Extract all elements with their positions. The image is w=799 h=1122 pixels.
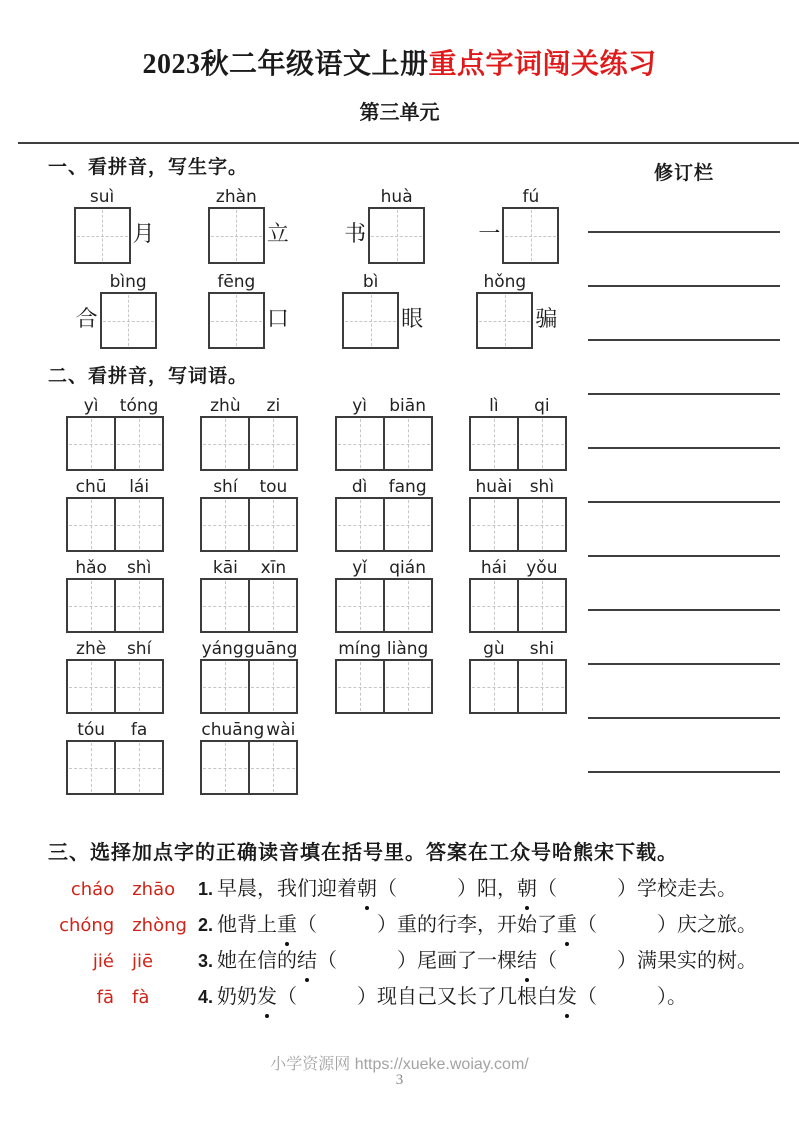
word-box: [200, 416, 298, 471]
adjacent-char: 立: [266, 221, 289, 246]
pinyin-label: chuāng: [201, 720, 265, 740]
tian-zi-ge-box: [74, 207, 131, 264]
pinyin-label: fú: [522, 187, 540, 207]
unit-subtitle: 第三单元: [359, 102, 440, 124]
pinyin-label: biān: [389, 396, 426, 416]
revision-lines: [588, 179, 780, 773]
revision-line: [588, 287, 780, 341]
word-box: [469, 416, 567, 471]
section2-row: [48, 558, 585, 633]
page-number: 3: [395, 1072, 404, 1088]
pinyin-pair: [470, 396, 566, 416]
sentence-segment: 奶奶: [217, 986, 258, 1008]
hanzi-write-group: [48, 272, 182, 349]
pinyin-label: míng: [338, 639, 382, 659]
pinyin-box-core: [502, 187, 559, 264]
hanzi-cell: [517, 580, 565, 631]
question-row: [48, 875, 783, 904]
pinyin-pair: [336, 558, 432, 578]
section3: [48, 836, 783, 1019]
hanzi-cell: [248, 418, 296, 469]
question-row: [48, 911, 783, 940]
tian-zi-ge-box: [476, 292, 533, 349]
option-pinyin: zhòng: [132, 915, 187, 936]
option-pinyin: fā: [96, 987, 114, 1008]
hanzi-cell: [114, 742, 162, 793]
word-box: [66, 740, 164, 795]
hanzi-cell: [248, 661, 296, 712]
pinyin-label: lái: [129, 477, 150, 497]
word-box: [335, 497, 433, 552]
hanzi-cell: [202, 661, 248, 712]
pinyin-pair: [67, 477, 163, 497]
pinyin-label: lì: [489, 396, 499, 416]
dotted-char: 朝: [357, 875, 377, 904]
footer-site-text: 小学资源网 https://xueke.woiay.com/: [270, 1056, 529, 1073]
pinyin-label: yì: [83, 396, 99, 416]
tian-zi-ge-box: [502, 207, 559, 264]
dotted-char: 朝: [517, 875, 537, 904]
option-pinyin: jiē: [132, 951, 154, 972]
hanzi-cell: [517, 418, 565, 469]
pinyin-pair: [67, 558, 163, 578]
adjacent-char: 眼: [401, 306, 424, 331]
pinyin-pair: [201, 396, 297, 416]
dotted-char: 发: [257, 983, 277, 1012]
sentence-segment: 他背上: [217, 914, 278, 936]
main-content: [48, 152, 585, 801]
sentence-segment: （ ）阳，: [377, 878, 518, 900]
option-pinyin: cháo: [70, 879, 115, 900]
word-write-group: [317, 396, 451, 471]
pinyin-label: zhàn: [215, 187, 257, 207]
pinyin-box-core: [208, 272, 265, 349]
hanzi-cell: [337, 580, 383, 631]
hanzi-cell: [383, 418, 431, 469]
pinyin-pair: [67, 639, 163, 659]
pronunciation-options: [48, 875, 198, 904]
word-box: [200, 578, 298, 633]
dotted-char: 结: [517, 947, 537, 976]
hanzi-write-group: [317, 187, 451, 264]
sentence-segment: （ ）现自己又长了几根白: [277, 986, 558, 1008]
sentence-segment: （ ）重的行李，开始了: [297, 914, 558, 936]
pinyin-label: shí: [126, 639, 152, 659]
pinyin-label: shì: [529, 477, 555, 497]
page-title-black: 2023秋二年级语文上册: [142, 49, 429, 80]
pinyin-label: chū: [75, 477, 107, 497]
hanzi-write-group: [451, 272, 585, 349]
pinyin-pair: [470, 558, 566, 578]
pinyin-label: bìng: [109, 272, 147, 292]
hanzi-cell: [68, 742, 114, 793]
pinyin-label: zhè: [76, 639, 107, 659]
pinyin-label: tóu: [77, 720, 106, 740]
word-write-group: [48, 396, 182, 471]
section3-heading: 三、选择加点字的正确读音填在括号里。答案在工众号哈熊宋下载。: [48, 842, 678, 864]
hanzi-cell: [471, 661, 517, 712]
sentence-segment: 她在信的: [217, 950, 298, 972]
pinyin-label: hǎo: [75, 558, 107, 578]
question-number: 4.: [198, 987, 214, 1007]
word-write-group: [182, 477, 316, 552]
question-row: [48, 983, 783, 1012]
pinyin-label: fēng: [217, 272, 256, 292]
question-number: 2.: [198, 915, 214, 935]
word-write-group: [451, 477, 585, 552]
hanzi-cell: [114, 580, 162, 631]
word-write-group: [182, 558, 316, 633]
pinyin-box-core: [342, 272, 399, 349]
option-pinyin: fà: [132, 987, 150, 1008]
hanzi-cell: [114, 661, 162, 712]
revision-line: [588, 611, 780, 665]
word-write-group: [48, 639, 182, 714]
section3-items: [48, 875, 783, 1012]
pinyin-label: zhù: [210, 396, 241, 416]
dotted-char: 发: [557, 983, 577, 1012]
hanzi-cell: [471, 580, 517, 631]
word-write-group: [317, 639, 451, 714]
hanzi-cell: [68, 580, 114, 631]
pinyin-pair: [201, 720, 297, 740]
hanzi-cell: [383, 580, 431, 631]
option-pinyin: zhāo: [132, 879, 176, 900]
sentence-segment: （ ）学校走去。: [537, 878, 738, 900]
pinyin-label: huà: [380, 187, 413, 207]
pinyin-label: hái: [480, 558, 507, 578]
pinyin-box-core: [208, 187, 265, 264]
word-write-group: [48, 720, 182, 795]
revision-line: [588, 341, 780, 395]
hanzi-cell: [517, 499, 565, 550]
word-box: [66, 578, 164, 633]
word-write-group: [451, 396, 585, 471]
hanzi-cell: [337, 418, 383, 469]
pinyin-label: gù: [483, 639, 505, 659]
pinyin-label: guāng: [243, 639, 298, 659]
header-divider: [18, 142, 799, 144]
question-row: [48, 947, 783, 976]
pinyin-label: yáng: [201, 639, 244, 659]
pinyin-pair: [470, 477, 566, 497]
sentence-segment: 早晨，我们迎着: [217, 878, 358, 900]
pinyin-label: suì: [89, 187, 115, 207]
pinyin-pair: [201, 639, 297, 659]
adjacent-char: 月: [132, 221, 155, 246]
sentence-segment: （ ）尾画了一棵: [317, 950, 518, 972]
question-sentence: [198, 983, 687, 1012]
pinyin-label: qi: [534, 396, 550, 416]
pinyin-box-core: [368, 187, 425, 264]
pinyin-pair: [336, 396, 432, 416]
dotted-char: 重: [557, 911, 577, 940]
section2-row: [48, 396, 585, 471]
hanzi-cell: [517, 661, 565, 712]
section1-grid: [48, 187, 585, 349]
pinyin-label: wài: [266, 720, 296, 740]
revision-line: [588, 233, 780, 287]
word-write-group: [317, 477, 451, 552]
pinyin-pair: [336, 639, 432, 659]
pinyin-label: tóng: [119, 396, 159, 416]
tian-zi-ge-box: [342, 292, 399, 349]
sentence-segment: （ ）庆之旅。: [577, 914, 758, 936]
word-write-group: [48, 477, 182, 552]
pinyin-label: bì: [362, 272, 379, 292]
hanzi-cell: [68, 499, 114, 550]
adjacent-char: 骗: [535, 306, 558, 331]
pinyin-label: xīn: [260, 558, 287, 578]
word-box: [66, 659, 164, 714]
pronunciation-options: [48, 911, 198, 940]
hanzi-cell: [248, 499, 296, 550]
section2-row: [48, 477, 585, 552]
word-box: [66, 416, 164, 471]
hanzi-cell: [337, 661, 383, 712]
revision-line: [588, 449, 780, 503]
hanzi-write-group: [48, 187, 182, 264]
word-write-group: [182, 639, 316, 714]
question-number: 3.: [198, 951, 214, 971]
tian-zi-ge-box: [368, 207, 425, 264]
pinyin-label: yì: [352, 396, 368, 416]
word-box: [469, 578, 567, 633]
revision-line: [588, 665, 780, 719]
dotted-char: 结: [297, 947, 317, 976]
word-box: [335, 578, 433, 633]
hanzi-write-group: [451, 187, 585, 264]
word-box: [335, 416, 433, 471]
revision-line: [588, 557, 780, 611]
adjacent-char: 口: [266, 306, 289, 331]
hanzi-cell: [383, 661, 431, 712]
hanzi-cell: [202, 742, 248, 793]
sentence-segment: （ ）满果实的树。: [537, 950, 758, 972]
pinyin-label: kāi: [212, 558, 238, 578]
hanzi-cell: [202, 418, 248, 469]
hanzi-cell: [114, 418, 162, 469]
word-write-group: [317, 558, 451, 633]
option-pinyin: jié: [92, 951, 114, 972]
section1-heading: 一、看拼音，写生字。: [48, 157, 249, 178]
option-pinyin: chóng: [59, 915, 115, 936]
section2-grid: [48, 396, 585, 795]
word-box: [200, 659, 298, 714]
hanzi-cell: [248, 580, 296, 631]
pinyin-pair: [67, 720, 163, 740]
pinyin-pair: [201, 558, 297, 578]
pinyin-box-core: [100, 272, 157, 349]
pinyin-pair: [470, 639, 566, 659]
word-box: [66, 497, 164, 552]
hanzi-cell: [248, 742, 296, 793]
hanzi-write-group: [317, 272, 451, 349]
revision-line: [588, 503, 780, 557]
hanzi-cell: [471, 418, 517, 469]
hanzi-cell: [337, 499, 383, 550]
hanzi-cell: [202, 580, 248, 631]
pinyin-box-core: [74, 187, 131, 264]
hanzi-write-group: [182, 187, 316, 264]
pinyin-label: yǒu: [526, 558, 558, 578]
word-box: [469, 497, 567, 552]
word-box: [335, 659, 433, 714]
word-write-group: [48, 558, 182, 633]
pinyin-label: hǒng: [483, 272, 527, 292]
tian-zi-ge-box: [100, 292, 157, 349]
tian-zi-ge-box: [208, 207, 265, 264]
pinyin-label: shí: [213, 477, 238, 497]
question-sentence: [198, 875, 737, 904]
pinyin-label: tou: [259, 477, 288, 497]
hanzi-cell: [383, 499, 431, 550]
revision-line: [588, 395, 780, 449]
adjacent-char: 合: [75, 306, 98, 331]
pinyin-label: fa: [130, 720, 148, 740]
pinyin-pair: [201, 477, 297, 497]
word-write-group: [182, 720, 316, 795]
pinyin-box-core: [476, 272, 533, 349]
question-sentence: [198, 911, 757, 940]
question-number: 1.: [198, 879, 214, 899]
pinyin-label: shì: [126, 558, 152, 578]
page-title: [0, 42, 799, 82]
word-write-group: [182, 396, 316, 471]
hanzi-cell: [68, 418, 114, 469]
revision-column: [588, 158, 780, 773]
section2-row: [48, 720, 585, 795]
pinyin-label: dì: [351, 477, 368, 497]
section2-row: [48, 639, 585, 714]
tian-zi-ge-box: [208, 292, 265, 349]
adjacent-char: 一: [478, 221, 501, 246]
revision-column-label: 修订栏: [653, 163, 714, 184]
hanzi-cell: [471, 499, 517, 550]
pinyin-label: shi: [529, 639, 555, 659]
revision-line: [588, 719, 780, 773]
pinyin-pair: [336, 477, 432, 497]
word-write-group: [451, 639, 585, 714]
section1-row: [48, 272, 585, 349]
pinyin-label: zi: [266, 396, 281, 416]
hanzi-cell: [68, 661, 114, 712]
pinyin-label: liàng: [386, 639, 429, 659]
hanzi-cell: [202, 499, 248, 550]
word-write-group: [451, 558, 585, 633]
pinyin-label: fang: [388, 477, 427, 497]
pinyin-label: yǐ: [352, 558, 368, 578]
hanzi-cell: [114, 499, 162, 550]
page-title-red: 重点字词闯关练习: [428, 49, 657, 80]
section2-heading: 二、看拼音，写词语。: [48, 366, 249, 387]
dotted-char: 重: [277, 911, 297, 940]
pronunciation-options: [48, 983, 198, 1012]
word-box: [200, 497, 298, 552]
question-sentence: [198, 947, 757, 976]
revision-line: [588, 179, 780, 233]
section1-row: [48, 187, 585, 264]
pinyin-label: huài: [475, 477, 513, 497]
hanzi-write-group: [182, 272, 316, 349]
word-box: [469, 659, 567, 714]
pinyin-pair: [67, 396, 163, 416]
sentence-segment: （ ）。: [577, 986, 688, 1008]
pronunciation-options: [48, 947, 198, 976]
pinyin-label: qián: [389, 558, 426, 578]
adjacent-char: 书: [344, 221, 367, 246]
word-box: [200, 740, 298, 795]
